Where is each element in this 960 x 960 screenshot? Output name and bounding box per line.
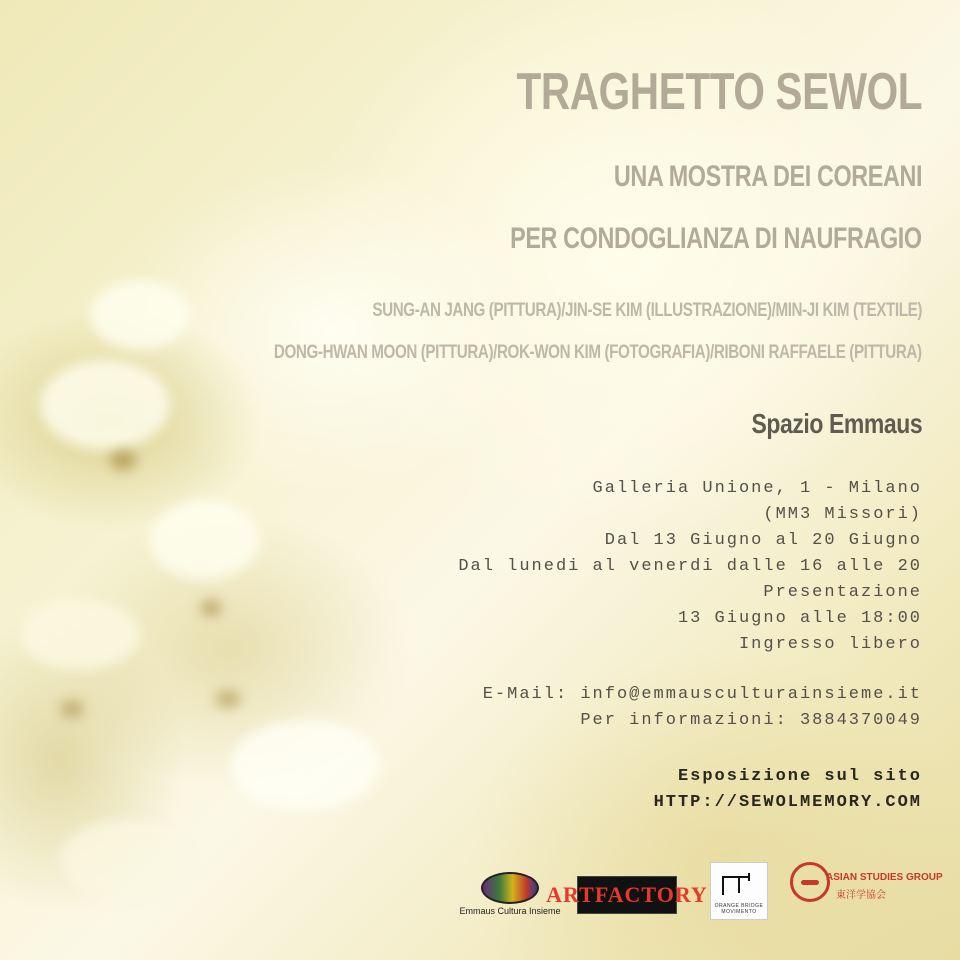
orange-bridge-logo <box>710 862 768 920</box>
background-petal <box>20 600 140 670</box>
background-petal <box>90 280 190 350</box>
artists-line2: DONG-HWAN MOON (PITTURA)/ROK-WON KIM (FOTOGRAFIA)/RIBONI RAFFAELE (PITTURA) <box>274 342 922 363</box>
background-petal <box>60 700 84 718</box>
background-petal <box>200 600 222 616</box>
orange-bridge-caption: ORANGE BRIDGE MOVIMENTO <box>714 903 764 915</box>
asian-studies-cjk: 東洋学協会 <box>836 890 886 901</box>
artfactory-wordmark: ARTFACTORY <box>546 882 708 907</box>
poster-title: TRAGHETTO SEWOL <box>516 63 922 121</box>
hours-line: Dal lunedi al venerdi dalle 16 alle 20 <box>458 557 922 576</box>
artfactory-logo <box>546 876 708 914</box>
website-label: Esposizione sul sito <box>677 767 922 786</box>
artists-line1: SUNG-AN JANG (PITTURA)/JIN-SE KIM (ILLUSTRAZIONE)/MIN-JI KIM (TEXTILE) <box>372 300 922 321</box>
background-petal <box>40 360 170 450</box>
presentation-time: 13 Giugno alle 18:00 <box>677 609 922 628</box>
emmaus-logo-caption: Emmaus Cultura Insieme <box>459 906 561 916</box>
poster-subtitle-line1: UNA MOSTRA DEI COREANI <box>613 160 922 193</box>
address-line: Galleria Unione, 1 - Milano <box>592 479 922 498</box>
email-line[interactable]: E-Mail: info@emmausculturainsieme.it <box>482 685 922 704</box>
phone-line: Per informazioni: 3884370049 <box>580 711 922 730</box>
presentation-label: Presentazione <box>763 583 922 602</box>
website-block <box>654 764 922 816</box>
bridge-icon <box>719 869 759 901</box>
website-link[interactable]: HTTP://SEWOLMEMORY.COM <box>653 793 922 812</box>
background-petal <box>60 820 190 900</box>
contacts <box>483 682 922 734</box>
asian-studies-name: ASIAN STUDIES GROUP <box>826 872 943 883</box>
free-entry-line: Ingresso libero <box>738 635 922 654</box>
asian-studies-logo <box>790 862 943 918</box>
dates-line: Dal 13 Giugno al 20 Giugno <box>604 531 922 550</box>
asian-studies-emblem-icon <box>790 862 830 902</box>
poster-subtitle-line2: PER CONDOGLIANZA DI NAUFRAGIO <box>510 222 922 255</box>
background-petal <box>230 720 380 810</box>
metro-line: (MM3 Missori) <box>763 505 922 524</box>
background-petal <box>110 450 136 470</box>
event-details <box>458 476 922 658</box>
venue-name: Spazio Emmaus <box>751 408 922 439</box>
background-petal <box>150 500 260 580</box>
background-petal <box>215 690 241 708</box>
emmaus-emblem-icon <box>481 872 539 904</box>
